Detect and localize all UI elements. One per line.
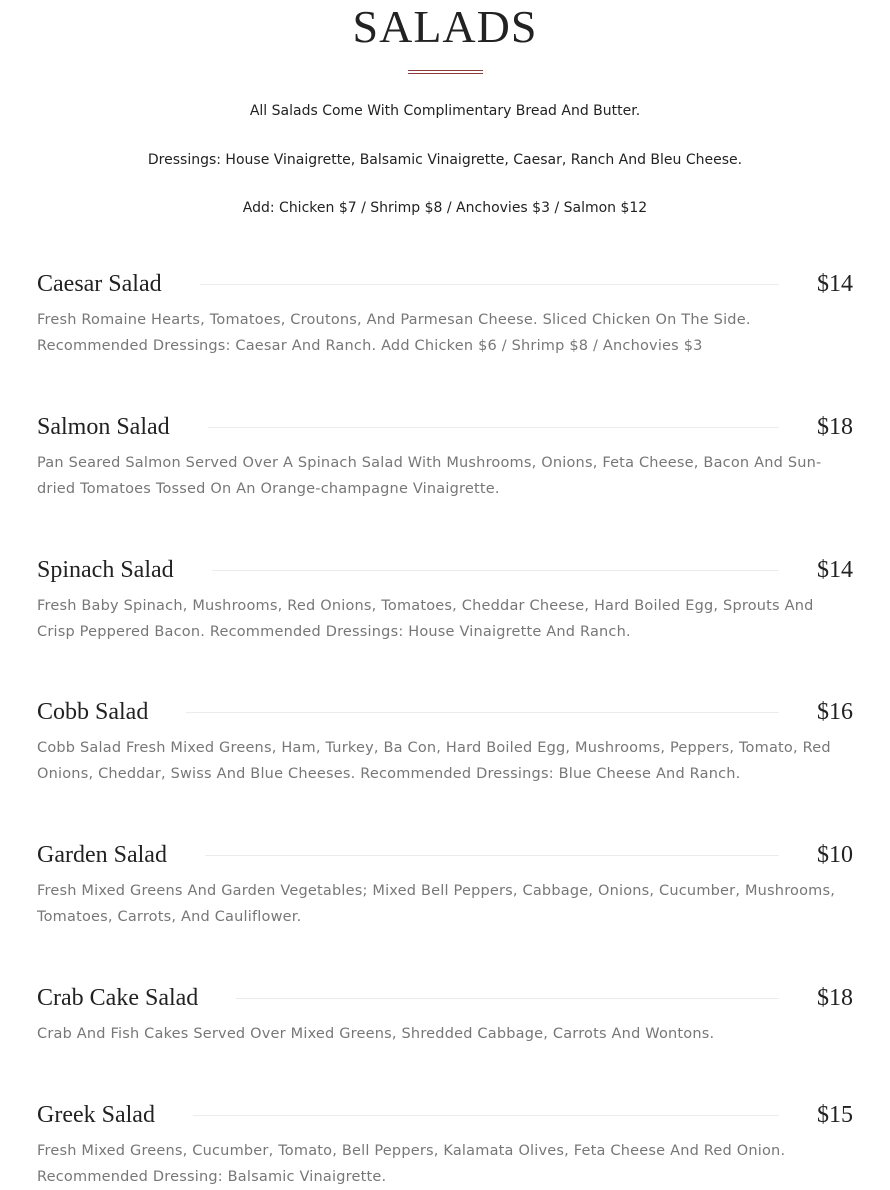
section-title: SALADS xyxy=(352,1,538,52)
add-ons-note: Add: Chicken $7 / Shrimp $8 / Anchovies $3 / Salmon $12 xyxy=(242,200,648,216)
menu-item-name: Caesar Salad xyxy=(37,271,162,297)
menu-item-leader xyxy=(205,855,779,856)
menu-item-price: $15 xyxy=(817,1102,853,1128)
menu-item-price: $18 xyxy=(817,985,853,1011)
menu-item-crab-cake-salad xyxy=(37,982,853,1047)
menu-item-salmon-salad xyxy=(37,411,853,502)
menu-item-row xyxy=(37,696,853,728)
menu-item-row xyxy=(37,554,853,586)
menu-item-name: Greek Salad xyxy=(37,1102,155,1128)
menu-item-leader xyxy=(186,712,779,713)
menu-item-name: Salmon Salad xyxy=(37,414,170,440)
divider-line-top xyxy=(408,70,483,71)
menu-item-row xyxy=(37,1099,853,1131)
menu-item-garden-salad xyxy=(37,839,853,930)
menu-item-row xyxy=(37,411,853,443)
dressings-note: Dressings: House Vinaigrette, Balsamic Vinaigrette, Caesar, Ranch And Bleu Cheese. xyxy=(147,152,743,168)
menu-item-leader xyxy=(193,1115,779,1116)
menu-item-name: Spinach Salad xyxy=(37,557,174,583)
menu-item-row xyxy=(37,982,853,1014)
menu-item-row xyxy=(37,839,853,871)
menu-item-leader xyxy=(200,284,779,285)
menu-item-name: Cobb Salad xyxy=(37,699,149,725)
menu-item-name: Garden Salad xyxy=(37,842,167,868)
menu-item-description: Fresh Baby Spinach, Mushrooms, Red Onions, Tomatoes, Cheddar Cheese, Hard Boiled Egg, Sprouts And Crisp Peppered Bacon. Recommended Dressings: House Vinaigrette And Ranch. xyxy=(37,598,814,640)
menu-item-price: $10 xyxy=(817,842,853,868)
menu-item-caesar-salad xyxy=(37,268,853,359)
menu-item-price: $16 xyxy=(817,699,853,725)
menu-item-description: Pan Seared Salmon Served Over A Spinach Salad With Mushrooms, Onions, Feta Cheese, Bacon And Sun-dried Tomatoes Tossed On An Orange-champagne Vinaigrette. xyxy=(37,455,822,497)
menu-item-description: Fresh Mixed Greens And Garden Vegetables; Mixed Bell Peppers, Cabbage, Onions, Cucumber, Mushrooms, Tomatoes, Carrots, And Cauliflower. xyxy=(37,883,836,925)
divider-line-bottom xyxy=(408,73,483,74)
menu-item-leader xyxy=(236,998,779,999)
menu-item-leader xyxy=(208,427,779,428)
menu-item-price: $18 xyxy=(817,414,853,440)
menu-item-cobb-salad xyxy=(37,696,853,787)
menu-item-name: Crab Cake Salad xyxy=(37,985,199,1011)
title-divider xyxy=(408,70,483,75)
bread-note: All Salads Come With Complimentary Bread And Butter. xyxy=(249,103,641,119)
menu-item-description: Crab And Fish Cakes Served Over Mixed Greens, Shredded Cabbage, Carrots And Wontons. xyxy=(37,1026,715,1042)
menu-item-row xyxy=(37,268,853,300)
menu-item-price: $14 xyxy=(817,271,853,297)
menu-item-greek-salad xyxy=(37,1099,853,1190)
menu-item-description: Fresh Romaine Hearts, Tomatoes, Croutons, And Parmesan Cheese. Sliced Chicken On The Side. Recommended Dressings: Caesar And Ranch. Add Chicken $6 / Shrimp $8 / Anchovies $3 xyxy=(37,312,751,354)
menu-item-leader xyxy=(212,570,779,571)
menu-item-price: $14 xyxy=(817,557,853,583)
menu-item-description: Cobb Salad Fresh Mixed Greens, Ham, Turkey, Ba Con, Hard Boiled Egg, Mushrooms, Peppers, Tomato, Red Onions, Cheddar, Swiss And Blue Cheeses. Recommended Dressings: Blue Cheese And Ranch. xyxy=(37,740,831,782)
menu-item-spinach-salad xyxy=(37,554,853,645)
menu-item-description: Fresh Mixed Greens, Cucumber, Tomato, Bell Peppers, Kalamata Olives, Feta Cheese And Red Onion. Recommended Dressing: Balsamic Vinaigrette. xyxy=(37,1143,786,1185)
